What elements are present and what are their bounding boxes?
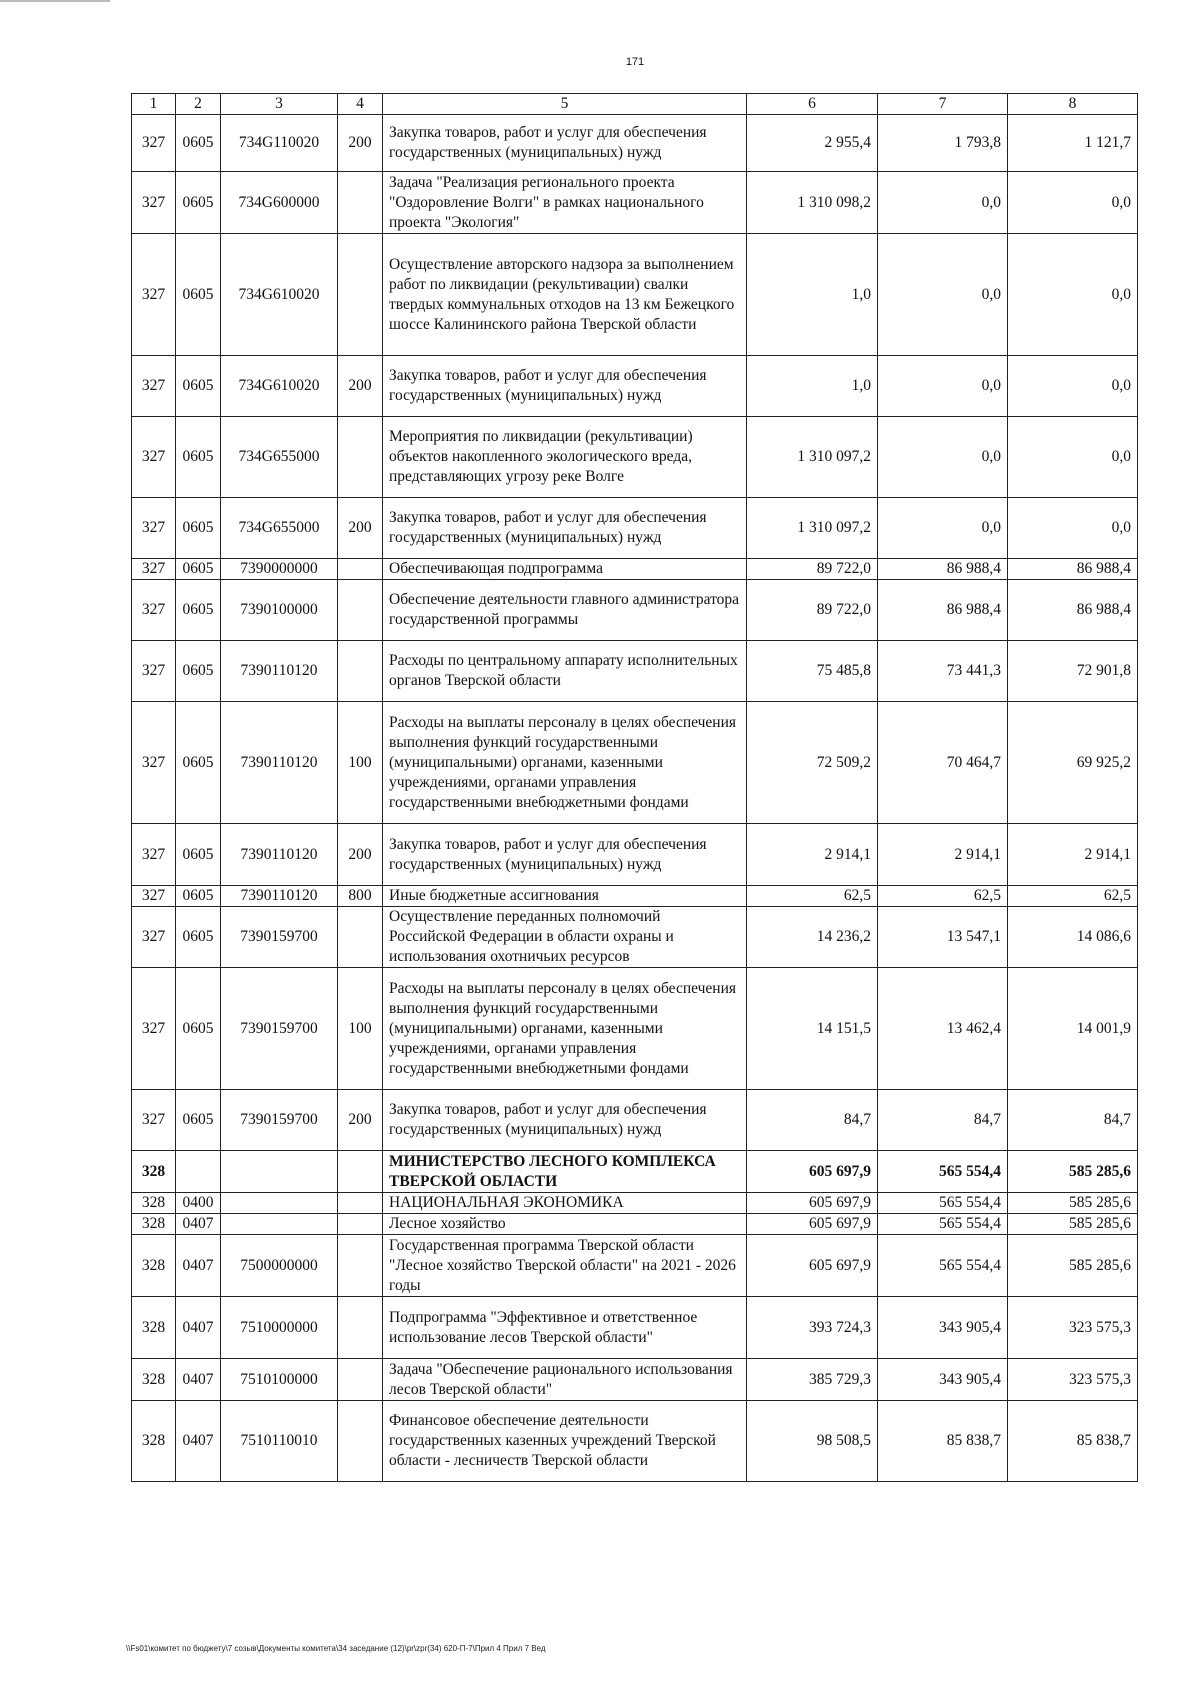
table-row xyxy=(132,1401,1138,1482)
cell-amount-col6: 605 697,9 xyxy=(747,1151,878,1193)
cell-amount-col7: 86 988,4 xyxy=(878,580,1008,641)
cell-amount-col6: 14 151,5 xyxy=(747,968,878,1090)
cell-amount-col7: 2 914,1 xyxy=(878,824,1008,886)
table-row xyxy=(132,234,1138,356)
cell-description: Осуществление переданных полномочий Российской Федерации в области охраны и использования охотничьих ресурсов xyxy=(383,907,747,968)
cell-amount-col7: 62,5 xyxy=(878,886,1008,907)
cell-amount-col7: 0,0 xyxy=(878,498,1008,559)
column-header: 6 xyxy=(747,94,878,115)
cell-amount-col6: 14 236,2 xyxy=(747,907,878,968)
cell-section-code: 0400 xyxy=(176,1193,221,1214)
cell-target-article: 734G610020 xyxy=(221,234,338,356)
cell-description: Расходы по центральному аппарату исполнительных органов Тверской области xyxy=(383,641,747,702)
cell-expense-type: 200 xyxy=(338,1090,383,1151)
cell-section-code: 0605 xyxy=(176,356,221,417)
cell-description: Лесное хозяйство xyxy=(383,1214,747,1235)
cell-expense-type xyxy=(338,172,383,234)
cell-section-code: 0605 xyxy=(176,580,221,641)
cell-admin-code: 327 xyxy=(132,498,176,559)
cell-expense-type xyxy=(338,580,383,641)
cell-amount-col8: 585 285,6 xyxy=(1008,1235,1138,1297)
column-header: 3 xyxy=(221,94,338,115)
cell-description: Расходы на выплаты персоналу в целях обеспечения выполнения функций государственными (муниципальными) органами, казенными учреждениями, органами управления государственными внебюджетными фондами xyxy=(383,968,747,1090)
cell-amount-col8: 0,0 xyxy=(1008,172,1138,234)
cell-admin-code: 327 xyxy=(132,886,176,907)
cell-target-article xyxy=(221,1151,338,1193)
cell-amount-col6: 89 722,0 xyxy=(747,559,878,580)
cell-amount-col8: 323 575,3 xyxy=(1008,1297,1138,1359)
cell-amount-col6: 62,5 xyxy=(747,886,878,907)
cell-section-code: 0605 xyxy=(176,1090,221,1151)
cell-description: МИНИСТЕРСТВО ЛЕСНОГО КОМПЛЕКСА ТВЕРСКОЙ ОБЛАСТИ xyxy=(383,1151,747,1193)
cell-expense-type: 200 xyxy=(338,498,383,559)
cell-section-code: 0407 xyxy=(176,1235,221,1297)
cell-target-article: 7390110120 xyxy=(221,824,338,886)
cell-admin-code: 328 xyxy=(132,1359,176,1401)
cell-amount-col8: 0,0 xyxy=(1008,498,1138,559)
cell-section-code: 0605 xyxy=(176,886,221,907)
cell-admin-code: 327 xyxy=(132,907,176,968)
cell-expense-type: 100 xyxy=(338,968,383,1090)
cell-admin-code: 327 xyxy=(132,234,176,356)
table-row xyxy=(132,417,1138,498)
cell-amount-col7: 84,7 xyxy=(878,1090,1008,1151)
cell-description: Закупка товаров, работ и услуг для обеспечения государственных (муниципальных) нужд xyxy=(383,824,747,886)
cell-section-code: 0605 xyxy=(176,498,221,559)
cell-amount-col8: 585 285,6 xyxy=(1008,1214,1138,1235)
cell-expense-type: 200 xyxy=(338,356,383,417)
cell-description: Задача "Обеспечение рационального использования лесов Тверской области" xyxy=(383,1359,747,1401)
cell-amount-col6: 72 509,2 xyxy=(747,702,878,824)
table-row xyxy=(132,824,1138,886)
table-row xyxy=(132,968,1138,1090)
cell-description: Финансовое обеспечение деятельности государственных казенных учреждений Тверской области - лесничеств Тверской области xyxy=(383,1401,747,1482)
cell-amount-col6: 1,0 xyxy=(747,234,878,356)
cell-admin-code: 327 xyxy=(132,417,176,498)
cell-section-code: 0605 xyxy=(176,234,221,356)
cell-amount-col8: 62,5 xyxy=(1008,886,1138,907)
cell-section-code: 0407 xyxy=(176,1214,221,1235)
page-number: 171 xyxy=(625,56,645,68)
cell-target-article: 7390159700 xyxy=(221,907,338,968)
cell-target-article xyxy=(221,1193,338,1214)
cell-amount-col7: 85 838,7 xyxy=(878,1401,1008,1482)
cell-amount-col6: 385 729,3 xyxy=(747,1359,878,1401)
table-header-row xyxy=(132,94,1138,115)
cell-amount-col6: 1 310 098,2 xyxy=(747,172,878,234)
table-row xyxy=(132,641,1138,702)
table-row xyxy=(132,498,1138,559)
cell-amount-col6: 84,7 xyxy=(747,1090,878,1151)
cell-target-article: 7510110010 xyxy=(221,1401,338,1482)
table-row xyxy=(132,1193,1138,1214)
cell-target-article: 7390110120 xyxy=(221,886,338,907)
cell-amount-col6: 605 697,9 xyxy=(747,1235,878,1297)
cell-expense-type xyxy=(338,1214,383,1235)
cell-expense-type xyxy=(338,1359,383,1401)
cell-amount-col7: 565 554,4 xyxy=(878,1214,1008,1235)
cell-admin-code: 327 xyxy=(132,172,176,234)
table-row xyxy=(132,1297,1138,1359)
cell-amount-col8: 14 001,9 xyxy=(1008,968,1138,1090)
cell-amount-col7: 565 554,4 xyxy=(878,1151,1008,1193)
cell-target-article: 734G110020 xyxy=(221,115,338,172)
cell-section-code: 0605 xyxy=(176,417,221,498)
cell-admin-code: 328 xyxy=(132,1297,176,1359)
cell-admin-code: 328 xyxy=(132,1235,176,1297)
cell-amount-col7: 1 793,8 xyxy=(878,115,1008,172)
budget-table xyxy=(131,93,1138,1482)
cell-admin-code: 327 xyxy=(132,824,176,886)
table-row xyxy=(132,1235,1138,1297)
cell-section-code: 0605 xyxy=(176,907,221,968)
table-row xyxy=(132,907,1138,968)
cell-amount-col7: 70 464,7 xyxy=(878,702,1008,824)
column-header: 1 xyxy=(132,94,176,115)
cell-expense-type: 800 xyxy=(338,886,383,907)
cell-amount-col8: 1 121,7 xyxy=(1008,115,1138,172)
cell-amount-col7: 13 547,1 xyxy=(878,907,1008,968)
table-row xyxy=(132,115,1138,172)
cell-admin-code: 327 xyxy=(132,641,176,702)
cell-target-article: 7510100000 xyxy=(221,1359,338,1401)
cell-section-code: 0605 xyxy=(176,702,221,824)
cell-admin-code: 327 xyxy=(132,559,176,580)
cell-target-article: 7500000000 xyxy=(221,1235,338,1297)
cell-section-code: 0605 xyxy=(176,824,221,886)
table-row xyxy=(132,702,1138,824)
table-row xyxy=(132,580,1138,641)
table-row xyxy=(132,1214,1138,1235)
cell-amount-col7: 343 905,4 xyxy=(878,1297,1008,1359)
cell-amount-col8: 323 575,3 xyxy=(1008,1359,1138,1401)
cell-admin-code: 327 xyxy=(132,115,176,172)
cell-description: Закупка товаров, работ и услуг для обеспечения государственных (муниципальных) нужд xyxy=(383,115,747,172)
cell-expense-type xyxy=(338,417,383,498)
cell-target-article: 734G655000 xyxy=(221,498,338,559)
cell-admin-code: 328 xyxy=(132,1193,176,1214)
cell-amount-col6: 2 955,4 xyxy=(747,115,878,172)
cell-description: Осуществление авторского надзора за выполнением работ по ликвидации (рекультивации) свалки твердых коммунальных отходов на 13 км Бежецкого шоссе Калининского района Тверской области xyxy=(383,234,747,356)
table-row xyxy=(132,356,1138,417)
cell-target-article: 734G655000 xyxy=(221,417,338,498)
cell-expense-type: 200 xyxy=(338,824,383,886)
cell-section-code: 0605 xyxy=(176,968,221,1090)
cell-amount-col7: 86 988,4 xyxy=(878,559,1008,580)
table-row xyxy=(132,1151,1138,1193)
cell-description: Государственная программа Тверской области "Лесное хозяйство Тверской области" на 2021 - 2026 годы xyxy=(383,1235,747,1297)
cell-admin-code: 327 xyxy=(132,580,176,641)
cell-amount-col6: 1,0 xyxy=(747,356,878,417)
cell-description: Закупка товаров, работ и услуг для обеспечения государственных (муниципальных) нужд xyxy=(383,498,747,559)
cell-admin-code: 327 xyxy=(132,356,176,417)
cell-amount-col6: 605 697,9 xyxy=(747,1193,878,1214)
cell-admin-code: 327 xyxy=(132,702,176,824)
cell-expense-type: 200 xyxy=(338,115,383,172)
cell-description: НАЦИОНАЛЬНАЯ ЭКОНОМИКА xyxy=(383,1193,747,1214)
column-header: 8 xyxy=(1008,94,1138,115)
cell-expense-type xyxy=(338,1297,383,1359)
cell-admin-code: 328 xyxy=(132,1151,176,1193)
cell-amount-col7: 565 554,4 xyxy=(878,1193,1008,1214)
cell-description: Мероприятия по ликвидации (рекультивации) объектов накопленного экологического вреда, представляющих угрозу реке Волге xyxy=(383,417,747,498)
cell-amount-col8: 86 988,4 xyxy=(1008,580,1138,641)
cell-expense-type xyxy=(338,1151,383,1193)
cell-amount-col8: 69 925,2 xyxy=(1008,702,1138,824)
cell-amount-col7: 0,0 xyxy=(878,172,1008,234)
cell-amount-col6: 605 697,9 xyxy=(747,1214,878,1235)
cell-amount-col8: 2 914,1 xyxy=(1008,824,1138,886)
cell-description: Иные бюджетные ассигнования xyxy=(383,886,747,907)
column-header: 7 xyxy=(878,94,1008,115)
cell-expense-type xyxy=(338,1235,383,1297)
cell-section-code xyxy=(176,1151,221,1193)
cell-description: Закупка товаров, работ и услуг для обеспечения государственных (муниципальных) нужд xyxy=(383,356,747,417)
cell-amount-col8: 0,0 xyxy=(1008,234,1138,356)
cell-amount-col7: 73 441,3 xyxy=(878,641,1008,702)
cell-expense-type: 100 xyxy=(338,702,383,824)
cell-expense-type xyxy=(338,234,383,356)
cell-amount-col6: 1 310 097,2 xyxy=(747,498,878,559)
cell-target-article: 734G610020 xyxy=(221,356,338,417)
cell-target-article: 7390159700 xyxy=(221,968,338,1090)
table-row xyxy=(132,1359,1138,1401)
footer-file-path: \\Fs01\комитет по бюджету\7 созыв\Документы комитета\34 заседание (12)\pr\zpr(34) 620-П-7\Прил 4 Прил 7 Вед xyxy=(126,1644,546,1653)
cell-expense-type xyxy=(338,641,383,702)
cell-amount-col7: 0,0 xyxy=(878,356,1008,417)
cell-amount-col6: 1 310 097,2 xyxy=(747,417,878,498)
cell-amount-col8: 85 838,7 xyxy=(1008,1401,1138,1482)
cell-section-code: 0605 xyxy=(176,115,221,172)
cell-amount-col8: 14 086,6 xyxy=(1008,907,1138,968)
table-row xyxy=(132,172,1138,234)
cell-description: Задача "Реализация регионального проекта "Оздоровление Волги" в рамках национального проекта "Экология" xyxy=(383,172,747,234)
cell-expense-type xyxy=(338,1193,383,1214)
column-header: 5 xyxy=(383,94,747,115)
cell-section-code: 0407 xyxy=(176,1401,221,1482)
cell-description: Обеспечивающая подпрограмма xyxy=(383,559,747,580)
cell-admin-code: 327 xyxy=(132,1090,176,1151)
cell-amount-col7: 565 554,4 xyxy=(878,1235,1008,1297)
cell-target-article: 7390110120 xyxy=(221,702,338,824)
cell-admin-code: 328 xyxy=(132,1401,176,1482)
cell-amount-col6: 98 508,5 xyxy=(747,1401,878,1482)
cell-amount-col8: 0,0 xyxy=(1008,356,1138,417)
cell-section-code: 0407 xyxy=(176,1359,221,1401)
cell-amount-col6: 393 724,3 xyxy=(747,1297,878,1359)
cell-section-code: 0605 xyxy=(176,559,221,580)
table-row xyxy=(132,1090,1138,1151)
cell-expense-type xyxy=(338,559,383,580)
cell-amount-col8: 585 285,6 xyxy=(1008,1151,1138,1193)
cell-target-article: 7390100000 xyxy=(221,580,338,641)
cell-amount-col7: 343 905,4 xyxy=(878,1359,1008,1401)
cell-section-code: 0407 xyxy=(176,1297,221,1359)
cell-description: Обеспечение деятельности главного администратора государственной программы xyxy=(383,580,747,641)
cell-description: Расходы на выплаты персоналу в целях обеспечения выполнения функций государственными (муниципальными) органами, казенными учреждениями, органами управления государственными внебюджетными фондами xyxy=(383,702,747,824)
table-row xyxy=(132,886,1138,907)
cell-amount-col7: 13 462,4 xyxy=(878,968,1008,1090)
cell-admin-code: 328 xyxy=(132,1214,176,1235)
scan-artifact xyxy=(0,0,110,2)
cell-amount-col8: 84,7 xyxy=(1008,1090,1138,1151)
cell-target-article: 7390110120 xyxy=(221,641,338,702)
cell-amount-col8: 585 285,6 xyxy=(1008,1193,1138,1214)
cell-description: Подпрограмма "Эффективное и ответственное использование лесов Тверской области" xyxy=(383,1297,747,1359)
cell-target-article: 734G600000 xyxy=(221,172,338,234)
cell-amount-col6: 2 914,1 xyxy=(747,824,878,886)
cell-expense-type xyxy=(338,907,383,968)
cell-amount-col6: 75 485,8 xyxy=(747,641,878,702)
cell-amount-col7: 0,0 xyxy=(878,234,1008,356)
cell-amount-col7: 0,0 xyxy=(878,417,1008,498)
table-body xyxy=(132,115,1138,1482)
cell-admin-code: 327 xyxy=(132,968,176,1090)
column-header: 2 xyxy=(176,94,221,115)
cell-target-article xyxy=(221,1214,338,1235)
cell-amount-col8: 72 901,8 xyxy=(1008,641,1138,702)
cell-section-code: 0605 xyxy=(176,172,221,234)
cell-target-article: 7510000000 xyxy=(221,1297,338,1359)
table-row xyxy=(132,559,1138,580)
cell-target-article: 7390000000 xyxy=(221,559,338,580)
cell-amount-col8: 86 988,4 xyxy=(1008,559,1138,580)
column-header: 4 xyxy=(338,94,383,115)
cell-amount-col6: 89 722,0 xyxy=(747,580,878,641)
cell-section-code: 0605 xyxy=(176,641,221,702)
cell-target-article: 7390159700 xyxy=(221,1090,338,1151)
cell-expense-type xyxy=(338,1401,383,1482)
cell-description: Закупка товаров, работ и услуг для обеспечения государственных (муниципальных) нужд xyxy=(383,1090,747,1151)
cell-amount-col8: 0,0 xyxy=(1008,417,1138,498)
